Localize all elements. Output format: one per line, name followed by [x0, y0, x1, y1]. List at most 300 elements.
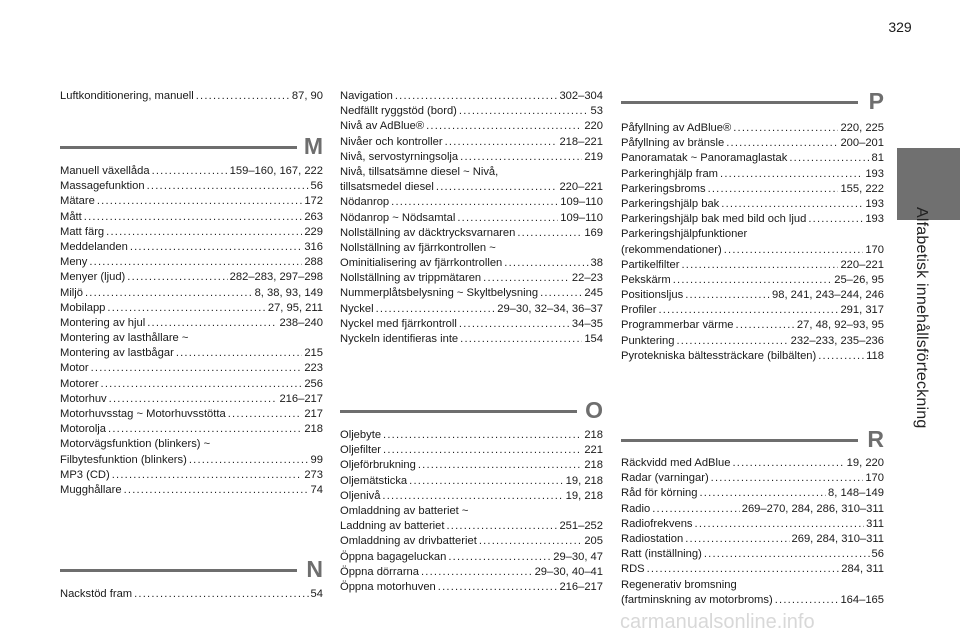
entry-pages[interactable]: 27, 95, 211 — [267, 301, 323, 314]
index-entry[interactable] — [340, 534, 603, 549]
index-entry[interactable] — [621, 517, 884, 532]
dot-leader — [421, 565, 533, 580]
dot-leader — [85, 286, 253, 301]
index-entry[interactable] — [340, 489, 603, 504]
entry-pages[interactable]: 220 — [584, 120, 603, 133]
index-entry[interactable] — [621, 167, 884, 182]
entry-term: Parkeringshjälp bak — [621, 197, 720, 210]
entry-pages[interactable]: 219 — [584, 150, 603, 163]
section-letter: M — [303, 133, 323, 159]
index-entry[interactable] — [60, 240, 323, 255]
entry-term: Räckvidd med AdBlue — [621, 457, 731, 469]
index-entry[interactable] — [60, 164, 323, 179]
entry-pages[interactable]: 288 — [304, 256, 323, 269]
entry-term: Påfyllning av AdBlue® — [621, 122, 732, 134]
entry-term: Laddning av batteriet — [340, 520, 445, 533]
dot-leader — [483, 271, 570, 286]
entry-pages[interactable]: 251–252 — [559, 520, 603, 533]
dot-leader — [101, 377, 303, 392]
index-entry[interactable] — [621, 547, 884, 562]
dot-leader — [711, 471, 864, 486]
index-entry[interactable] — [340, 195, 603, 210]
dot-leader — [540, 286, 582, 301]
entry-pages[interactable]: 215 — [304, 347, 323, 360]
index-entry[interactable] — [340, 302, 603, 317]
dot-leader — [108, 422, 302, 437]
entry-pages[interactable]: 19, 218 — [565, 489, 603, 502]
entry-term: Motorhuvsstag ~ Motorhuvsstötta — [60, 408, 226, 420]
index-entry[interactable] — [340, 286, 603, 301]
entry-pages[interactable]: 205 — [584, 535, 603, 548]
index-entry[interactable] — [621, 212, 884, 227]
index-entry-continued: Montering av lasthållare ~ — [60, 332, 189, 345]
entry-term: Parkeringsbroms — [621, 182, 706, 195]
entry-term: Oljeförbrukning — [340, 459, 416, 472]
dot-leader — [721, 197, 863, 212]
index-entry[interactable] — [621, 486, 884, 501]
entry-term: Meny — [60, 256, 88, 269]
dot-leader — [460, 150, 582, 165]
dot-leader — [109, 392, 278, 407]
index-entry[interactable] — [621, 471, 884, 486]
page-number: 329 — [888, 19, 912, 35]
dot-leader — [647, 562, 840, 577]
index-entry[interactable] — [621, 197, 884, 212]
dot-leader — [418, 458, 582, 473]
entry-pages[interactable]: 256 — [304, 377, 323, 390]
index-entry[interactable] — [621, 334, 884, 349]
dot-leader — [448, 550, 551, 565]
dot-leader — [445, 135, 558, 150]
entry-pages[interactable]: 291, 317 — [840, 304, 884, 317]
entry-pages[interactable]: 98, 241, 243–244, 246 — [772, 289, 884, 302]
dot-leader — [438, 580, 558, 595]
index-section — [60, 164, 323, 498]
index-entry[interactable] — [621, 502, 884, 517]
entry-pages[interactable]: 172 — [304, 195, 323, 208]
index-entry[interactable] — [621, 318, 884, 333]
entry-pages[interactable]: 193 — [865, 197, 884, 210]
entry-term: Nackstöd fram — [60, 588, 133, 600]
entry-pages[interactable]: 8, 148–149 — [828, 487, 884, 500]
dot-leader — [112, 468, 303, 483]
dot-leader — [134, 587, 308, 602]
entry-pages[interactable]: 302–304 — [559, 90, 603, 102]
entry-pages[interactable]: 154 — [584, 333, 603, 345]
entry-term: Montering av hjul — [60, 316, 146, 329]
index-entry[interactable] — [340, 104, 603, 119]
entry-term: Nollställning av trippmätaren — [340, 272, 482, 285]
index-entry[interactable] — [340, 519, 603, 534]
section-letter: O — [585, 397, 603, 423]
entry-term: (rekommendationer) — [621, 243, 722, 256]
index-entry[interactable] — [60, 225, 323, 240]
index-entry[interactable] — [621, 273, 884, 288]
entry-term: Ominitialisering av fjärrkontrollen — [340, 257, 503, 270]
index-entry[interactable] — [60, 361, 323, 376]
watermark: carmanualsonline.info — [620, 611, 815, 633]
entry-term: Nivåer och kontroller — [340, 135, 443, 148]
dot-leader — [383, 443, 582, 458]
dot-leader — [708, 182, 839, 197]
dot-leader — [775, 593, 839, 608]
entry-term: Miljö — [60, 286, 83, 299]
entry-pages[interactable]: 221 — [584, 444, 603, 457]
entry-term: Mätare — [60, 195, 95, 208]
entry-pages[interactable]: 34–35 — [571, 317, 603, 330]
entry-term: Öppna bagageluckan — [340, 550, 447, 563]
index-entry[interactable] — [60, 392, 323, 407]
dot-leader — [84, 210, 303, 225]
dot-leader — [152, 164, 228, 179]
dot-leader — [681, 258, 838, 273]
entry-pages[interactable]: 269–270, 284, 286, 310–311 — [741, 502, 884, 515]
entry-term: Panoramatak ~ Panoramaglastak — [621, 152, 788, 165]
index-entry[interactable] — [60, 483, 323, 498]
entry-pages[interactable]: 29–30, 47 — [553, 550, 603, 563]
entry-pages[interactable]: 200–201 — [840, 137, 884, 150]
entry-pages[interactable]: 170 — [865, 243, 884, 256]
section-header — [60, 134, 323, 164]
dot-leader — [147, 179, 309, 194]
section-divider — [60, 569, 297, 572]
index-entry[interactable] — [621, 136, 884, 151]
entry-pages[interactable]: 170 — [865, 472, 884, 485]
entry-term: tillsatsmedel diesel — [340, 181, 434, 194]
entry-pages[interactable]: 218 — [304, 423, 323, 436]
entry-pages[interactable]: 216–217 — [279, 392, 323, 405]
index-entry[interactable] — [621, 151, 884, 166]
entry-term: Meddelanden — [60, 240, 128, 253]
dot-leader — [91, 361, 303, 376]
entry-pages[interactable]: 193 — [865, 167, 884, 180]
index-section — [60, 587, 323, 602]
section-letter: N — [306, 556, 323, 582]
index-entry[interactable] — [621, 349, 884, 364]
entry-pages[interactable]: 216–217 — [559, 580, 603, 593]
index-entry[interactable] — [621, 562, 884, 577]
index-entry-continued: Nollställning av fjärrkontrollen ~ — [340, 241, 496, 254]
index-entry[interactable] — [60, 422, 323, 437]
dot-leader — [382, 489, 563, 504]
entry-term: Radio — [621, 502, 651, 515]
entry-pages[interactable]: 218 — [584, 429, 603, 441]
entry-term: RDS — [621, 563, 645, 576]
entry-pages[interactable]: 193 — [865, 213, 884, 226]
dot-leader — [376, 302, 496, 317]
dot-leader — [733, 121, 838, 136]
dot-leader — [479, 534, 583, 549]
dot-leader — [685, 288, 770, 303]
index-entry[interactable] — [340, 271, 603, 286]
index-entry[interactable] — [621, 121, 884, 136]
dot-leader — [426, 119, 582, 134]
section-divider — [621, 439, 858, 442]
entry-term: Oljefilter — [340, 444, 382, 457]
entry-term: Oljenivå — [340, 489, 381, 502]
entry-term: Omladdning av drivbatteriet — [340, 535, 477, 548]
entry-term: Programmerbar värme — [621, 319, 734, 332]
entry-term: Mugghållare — [60, 483, 122, 496]
dot-leader — [89, 255, 302, 270]
entry-term: Mobilapp — [60, 301, 106, 314]
index-entry[interactable] — [340, 428, 603, 443]
index-entry[interactable] — [340, 458, 603, 473]
dot-leader — [818, 349, 864, 364]
index-entry-continued: Omladdning av batteriet ~ — [340, 504, 469, 517]
entry-term: Pekskärm — [621, 273, 671, 286]
index-entry[interactable] — [621, 243, 884, 258]
entry-pages[interactable]: 238–240 — [279, 316, 323, 329]
section-header — [340, 398, 603, 428]
index-entry[interactable] — [60, 587, 323, 602]
entry-term: Punktering — [621, 334, 675, 347]
entry-term: Radiostation — [621, 532, 684, 545]
dot-leader — [726, 136, 838, 151]
entry-pages[interactable]: 87, 90 — [291, 90, 323, 102]
dot-leader — [391, 195, 558, 210]
entry-pages[interactable]: 56 — [871, 548, 884, 561]
entry-pages[interactable]: 118 — [866, 349, 884, 362]
entry-pages[interactable]: 311 — [866, 517, 884, 530]
entry-pages[interactable]: 223 — [304, 362, 323, 375]
index-entry[interactable] — [621, 258, 884, 273]
dot-leader — [147, 316, 277, 331]
index-entry[interactable] — [621, 182, 884, 197]
entry-term: MP3 (CD) — [60, 468, 110, 481]
dot-leader — [130, 240, 303, 255]
entry-term: Nödanrop ~ Nödsamtal — [340, 211, 456, 224]
entry-term: Menyer (ljud) — [60, 271, 126, 284]
dot-leader — [700, 486, 827, 501]
entry-term: Navigation — [340, 90, 393, 102]
entry-term: (fartminskning av motorbroms) — [621, 593, 773, 606]
entry-term: Manuell växellåda — [60, 165, 150, 177]
entry-term: Massagefunktion — [60, 180, 145, 193]
section-letter: R — [867, 426, 884, 452]
index-entry-continued: Regenerativ bromsning — [621, 578, 737, 591]
entry-pages[interactable]: 19, 220 — [846, 457, 884, 469]
index-entry[interactable] — [340, 317, 603, 332]
entry-term: Parkeringhjälp fram — [621, 167, 719, 180]
entry-pages[interactable]: 269, 284, 310–311 — [791, 532, 884, 545]
dot-leader — [228, 407, 303, 422]
entry-pages[interactable]: 22–23 — [571, 272, 603, 285]
index-entry[interactable] — [621, 288, 884, 303]
index-entry[interactable] — [60, 194, 323, 209]
entry-pages[interactable]: 229 — [304, 225, 323, 238]
entry-term: Profiler — [621, 304, 657, 317]
index-section — [60, 89, 323, 104]
index-entry-continued: Motorvägsfunktion (blinkers) ~ — [60, 438, 211, 451]
entry-term: Partikelfilter — [621, 258, 680, 271]
entry-term: Montering av lastbågar — [60, 347, 174, 360]
entry-pages[interactable]: 220–221 — [559, 181, 603, 194]
section-header — [621, 89, 884, 119]
index-entry[interactable] — [340, 474, 603, 489]
entry-pages[interactable]: 53 — [590, 105, 603, 118]
index-entry[interactable] — [340, 135, 603, 150]
entry-term: Nyckel med fjärrkontroll — [340, 317, 457, 330]
index-entry[interactable] — [340, 211, 603, 226]
entry-term: Pyrotekniska bältessträckare (bilbälten) — [621, 349, 817, 362]
entry-term: Ratt (inställning) — [621, 548, 702, 561]
entry-term: Påfyllning av bränsle — [621, 137, 725, 150]
index-entry[interactable] — [340, 150, 603, 165]
entry-term: Motorolja — [60, 423, 107, 436]
index-entry[interactable] — [340, 119, 603, 134]
dot-leader — [517, 226, 582, 241]
dot-leader — [704, 547, 870, 562]
dot-leader — [652, 502, 740, 517]
index-entry[interactable] — [340, 256, 603, 271]
dot-leader — [459, 104, 589, 119]
entry-pages[interactable]: 29–30, 32–34, 36–37 — [497, 302, 603, 315]
entry-pages[interactable]: 27, 48, 92–93, 95 — [796, 319, 884, 332]
dot-leader — [504, 256, 588, 271]
index-entry[interactable] — [60, 407, 323, 422]
index-entry-continued: Parkeringshjälpfunktioner — [621, 228, 748, 241]
side-title: Alfabetisk innehållsförteckning — [913, 207, 930, 429]
entry-pages[interactable]: 316 — [304, 240, 323, 253]
dot-leader — [106, 225, 302, 240]
entry-pages[interactable]: 38 — [590, 257, 603, 270]
entry-pages[interactable]: 25–26, 95 — [834, 273, 884, 286]
entry-term: Nyckel — [340, 302, 374, 315]
entry-term: Luftkonditionering, manuell — [60, 90, 194, 102]
entry-term: Nedfällt ryggstöd (bord) — [340, 105, 457, 118]
entry-pages[interactable]: 155, 222 — [840, 182, 884, 195]
entry-pages[interactable]: 109–110 — [560, 196, 603, 209]
entry-pages[interactable]: 159–160, 167, 222 — [229, 165, 323, 177]
entry-term: Nummerplåtsbelysning ~ Skyltbelysning — [340, 287, 539, 300]
entry-pages[interactable]: 217 — [304, 408, 323, 420]
section-letter: P — [868, 88, 884, 114]
entry-term: Motor — [60, 362, 89, 375]
entry-term: Nödanrop — [340, 196, 390, 209]
entry-pages[interactable]: 218 — [584, 459, 603, 472]
index-entry[interactable] — [60, 468, 323, 483]
index-entry[interactable] — [340, 443, 603, 458]
entry-pages[interactable]: 81 — [871, 152, 884, 165]
entry-term: Parkeringshjälp bak med bild och ljud — [621, 213, 807, 226]
entry-pages[interactable]: 284, 311 — [841, 563, 884, 576]
entry-pages[interactable]: 232–233, 235–236 — [790, 334, 884, 347]
dot-leader — [196, 89, 290, 104]
dot-leader — [409, 474, 564, 489]
index-entry[interactable] — [60, 301, 323, 316]
index-entry[interactable] — [621, 593, 884, 608]
index-entry[interactable] — [60, 316, 323, 331]
entry-term: Radar (varningar) — [621, 472, 709, 485]
dot-leader — [107, 301, 265, 316]
dot-leader — [673, 273, 832, 288]
index-section — [340, 428, 603, 595]
entry-pages[interactable]: 164–165 — [840, 593, 884, 606]
dot-leader — [127, 270, 227, 285]
index-section — [621, 121, 884, 364]
dot-leader — [720, 167, 863, 182]
index-entry[interactable] — [60, 346, 323, 361]
entry-pages[interactable]: 19, 218 — [565, 474, 603, 487]
dot-leader — [695, 517, 865, 532]
dot-leader — [685, 532, 789, 547]
section-divider — [621, 101, 858, 104]
index-section — [340, 89, 603, 347]
entry-pages[interactable]: 273 — [304, 468, 323, 481]
entry-pages[interactable]: 29–30, 40–41 — [534, 565, 603, 578]
index-entry[interactable] — [60, 453, 323, 468]
entry-term: Öppna motorhuven — [340, 580, 436, 593]
entry-term: Motorhuv — [60, 392, 107, 405]
index-entry[interactable] — [60, 286, 323, 301]
entry-pages[interactable]: 99 — [310, 453, 323, 466]
index-entry[interactable] — [340, 550, 603, 565]
index-entry[interactable] — [60, 255, 323, 270]
dot-leader — [457, 211, 558, 226]
section-header — [60, 557, 323, 587]
index-entry[interactable] — [340, 89, 603, 104]
entry-pages[interactable]: 8, 38, 93, 149 — [254, 286, 323, 299]
entry-term: Motorer — [60, 377, 99, 390]
entry-pages[interactable]: 56 — [310, 180, 323, 193]
dot-leader — [97, 194, 303, 209]
entry-term: Filbytesfunktion (blinkers) — [60, 453, 187, 466]
index-entry[interactable] — [621, 456, 884, 471]
dot-leader — [658, 303, 838, 318]
entry-pages[interactable]: 282–283, 297–298 — [229, 271, 323, 284]
entry-pages[interactable]: 245 — [584, 287, 603, 300]
index-entry[interactable] — [621, 303, 884, 318]
entry-pages[interactable]: 263 — [304, 210, 323, 223]
entry-pages[interactable]: 74 — [310, 483, 323, 496]
dot-leader — [395, 89, 558, 104]
index-entry[interactable] — [60, 270, 323, 285]
index-entry[interactable] — [60, 179, 323, 194]
entry-term: Nivå, servostyrningsolja — [340, 150, 459, 163]
entry-pages[interactable]: 54 — [310, 588, 323, 600]
dot-leader — [459, 317, 570, 332]
section-header — [621, 427, 884, 457]
entry-pages[interactable]: 169 — [584, 226, 603, 239]
entry-pages[interactable]: 218–221 — [559, 135, 603, 148]
entry-pages[interactable]: 220, 225 — [840, 122, 884, 134]
index-entry[interactable] — [340, 180, 603, 195]
index-entry[interactable] — [340, 580, 603, 595]
entry-term: Positionsljus — [621, 289, 684, 302]
index-entry[interactable] — [60, 377, 323, 392]
index-section — [621, 456, 884, 608]
dot-leader — [724, 243, 864, 258]
section-divider — [60, 146, 297, 149]
dot-leader — [447, 519, 558, 534]
index-entry[interactable] — [340, 332, 603, 347]
index-entry-continued: Nivå, tillsatsämne diesel ~ Nivå, — [340, 165, 499, 178]
index-entry[interactable] — [60, 89, 323, 104]
dot-leader — [189, 453, 309, 468]
index-entry[interactable] — [621, 532, 884, 547]
dot-leader — [124, 483, 309, 498]
entry-term: Oljebyte — [340, 429, 382, 441]
section-divider — [340, 410, 577, 413]
entry-term: Nivå av AdBlue® — [340, 120, 425, 133]
entry-pages[interactable]: 109–110 — [560, 211, 603, 224]
entry-pages[interactable]: 220–221 — [840, 258, 884, 271]
dot-leader — [732, 456, 844, 471]
index-entry[interactable] — [60, 210, 323, 225]
index-entry[interactable] — [340, 226, 603, 241]
index-entry[interactable] — [340, 565, 603, 580]
